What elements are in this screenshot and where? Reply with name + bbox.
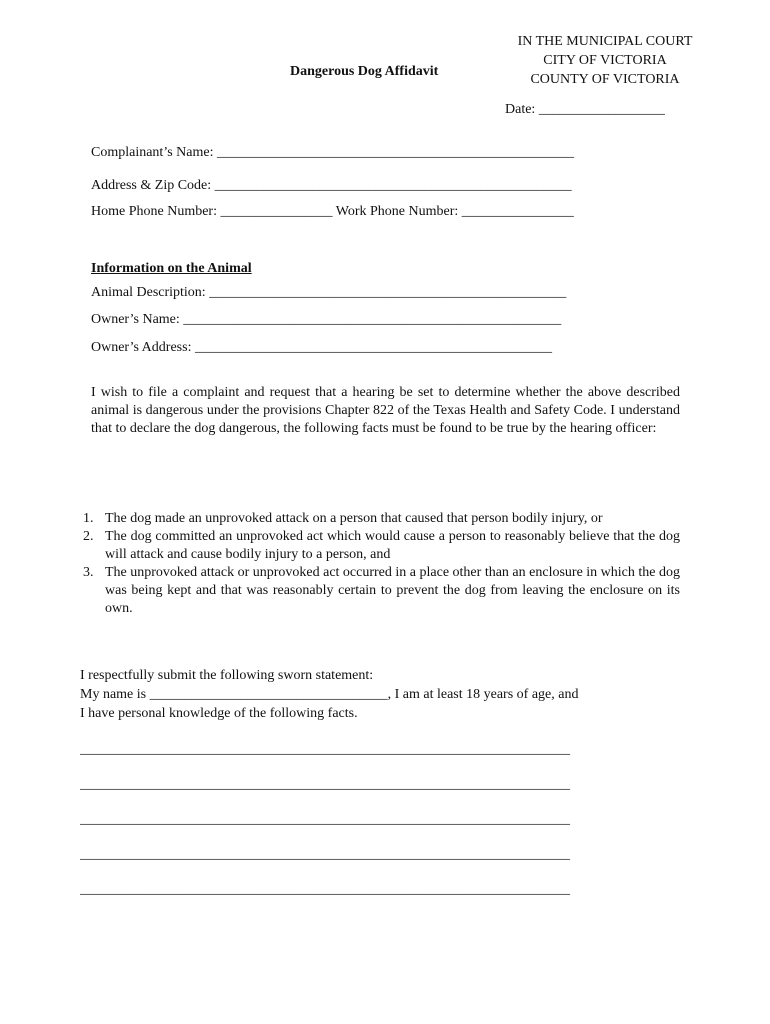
my-name-suffix: , I am at least 18 years of age, and bbox=[387, 687, 579, 702]
animal-section-heading: Information on the Animal bbox=[91, 261, 252, 276]
animal-description-blank[interactable]: ___________________________________________________ bbox=[209, 285, 567, 300]
fact-item bbox=[80, 528, 680, 564]
complainant-name-label: Complainant’s Name: bbox=[91, 145, 214, 160]
writing-line[interactable]: ______________________________________________________________________ bbox=[80, 847, 570, 862]
writing-line[interactable]: ______________________________________________________________________ bbox=[80, 742, 570, 757]
address-label: Address & Zip Code: bbox=[91, 178, 212, 193]
owner-name-label: Owner’s Name: bbox=[91, 312, 180, 327]
facts-list bbox=[80, 510, 680, 618]
fact-text: The unprovoked attack or unprovoked act occurred in a place other than an enclosure in which the dog was being kept and that was reasonably certain to prevent the dog from leaving the enclosure on its own. bbox=[105, 565, 680, 616]
owner-name-blank[interactable]: ______________________________________________________ bbox=[183, 312, 562, 327]
statement-line-3: I have personal knowledge of the following facts. bbox=[80, 706, 358, 721]
court-line: COUNTY OF VICTORIA bbox=[530, 72, 680, 87]
date-blank[interactable]: __________________ bbox=[538, 102, 665, 117]
writing-line[interactable]: ______________________________________________________________________ bbox=[80, 777, 570, 792]
complainant-name-blank[interactable]: ___________________________________________________ bbox=[216, 145, 574, 160]
statement-writing-lines bbox=[80, 740, 612, 915]
sworn-statement bbox=[80, 666, 640, 723]
animal-description-label: Animal Description: bbox=[91, 285, 206, 300]
court-line: IN THE MUNICIPAL COURT bbox=[517, 34, 693, 49]
fact-number: 1. bbox=[83, 511, 94, 526]
home-phone-blank[interactable]: ________________ bbox=[220, 204, 333, 219]
animal-description-field[interactable] bbox=[91, 285, 566, 301]
court-header bbox=[500, 32, 710, 89]
phone-fields bbox=[91, 204, 574, 220]
owner-address-label: Owner’s Address: bbox=[91, 340, 192, 355]
owner-address-blank[interactable]: ___________________________________________________ bbox=[194, 340, 552, 355]
owner-name-field[interactable] bbox=[91, 312, 561, 328]
address-field[interactable] bbox=[91, 178, 572, 194]
statement-line-1: I respectfully submit the following sworn statement: bbox=[80, 668, 374, 683]
fact-text: The dog made an unprovoked attack on a person that caused that person bodily injury, or bbox=[105, 511, 603, 526]
writing-line[interactable]: ______________________________________________________________________ bbox=[80, 882, 570, 897]
intro-paragraph: I wish to file a complaint and request that a hearing be set to determine whether the above described animal is dangerous under the provisions Chapter 822 of the Texas Health and Safety Code. I understand that to declare the dog dangerous, the following facts must be found to be true by the hearing officer: bbox=[91, 385, 680, 436]
fact-number: 3. bbox=[83, 565, 94, 580]
fact-number: 2. bbox=[83, 529, 94, 544]
fact-text: The dog committed an unprovoked act which would cause a person to reasonably believe that the dog will attack and cause bodily injury to a person, and bbox=[105, 529, 680, 562]
statement-line-2 bbox=[80, 685, 640, 704]
date-field[interactable] bbox=[505, 102, 665, 118]
document-title: Dangerous Dog Affidavit bbox=[290, 64, 439, 79]
writing-line[interactable]: ______________________________________________________________________ bbox=[80, 812, 570, 827]
work-phone-label: Work Phone Number: bbox=[335, 204, 459, 219]
fact-item bbox=[80, 510, 680, 528]
court-line: CITY OF VICTORIA bbox=[543, 53, 667, 68]
fact-item bbox=[80, 564, 680, 618]
complainant-name-field[interactable] bbox=[91, 145, 574, 161]
home-phone-label: Home Phone Number: bbox=[91, 204, 217, 219]
my-name-blank[interactable]: __________________________________ bbox=[149, 687, 388, 702]
owner-address-field[interactable] bbox=[91, 340, 552, 356]
address-blank[interactable]: ___________________________________________________ bbox=[214, 178, 572, 193]
work-phone-blank[interactable]: ________________ bbox=[461, 204, 574, 219]
my-name-prefix: My name is bbox=[80, 687, 147, 702]
date-label: Date: bbox=[505, 102, 536, 117]
